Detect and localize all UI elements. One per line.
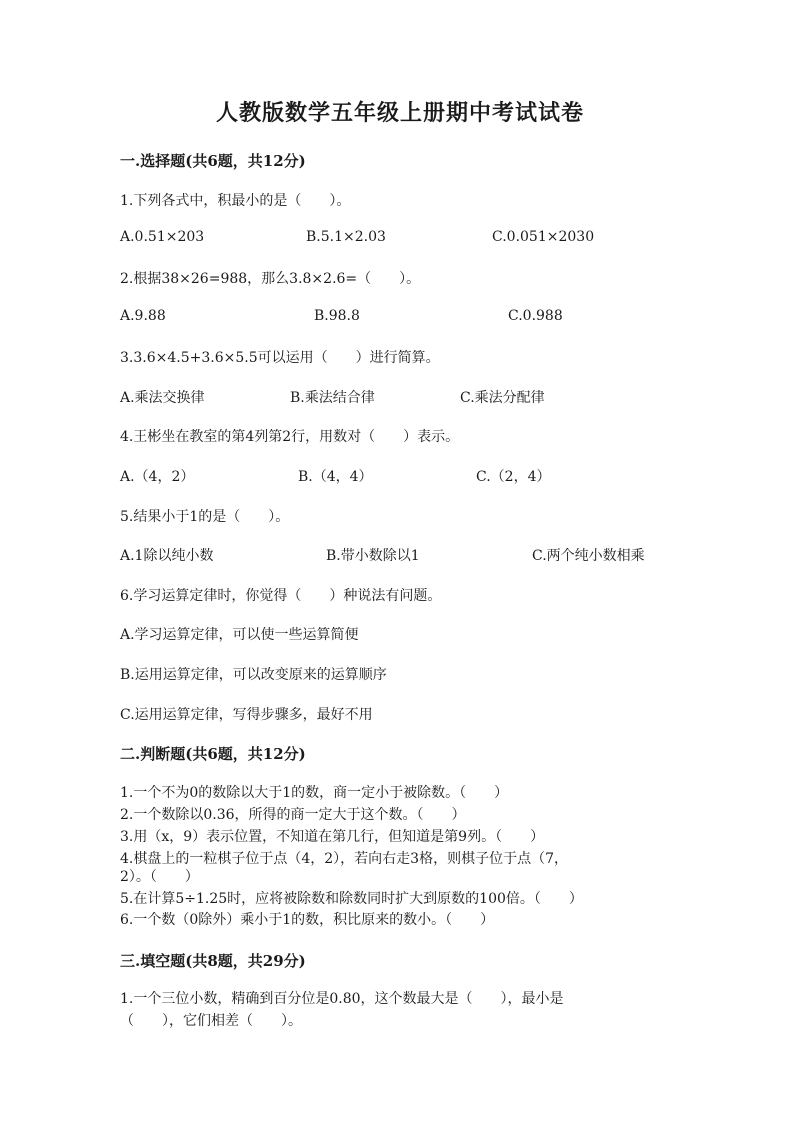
- option-b: B.（4，4）: [298, 469, 373, 485]
- question-stem: 3.3.6×4.5+3.6×5.5可以运用（ ）进行简算。: [120, 350, 440, 366]
- question-stem: 2.根据38×26=988，那么3.8×2.6=（ ）。: [120, 271, 421, 287]
- option-b: B.乘法结合律: [290, 390, 375, 406]
- judgement-item: 6.一个数（0除外）乘小于1的数，积比原来的数小。（ ）: [120, 912, 495, 928]
- judgement-item: 4.棋盘上的一粒棋子位于点（4，2），若向右走3格，则棋子位于点（7，: [120, 851, 568, 867]
- judgement-item: 3.用（x，9）表示位置，不知道在第几行，但知道是第9列。（ ）: [120, 829, 545, 845]
- option-a: A.学习运算定律，可以使一些运算简便: [120, 627, 359, 643]
- section-heading-judgement: 二.判断题(共6题，共12分): [120, 745, 306, 763]
- option-a: A.1除以纯小数: [120, 548, 214, 564]
- option-a: A.9.88: [120, 308, 166, 324]
- option-c: C.乘法分配律: [460, 390, 545, 406]
- page-title: 人教版数学五年级上册期中考试试卷: [215, 100, 584, 126]
- judgement-item-continued: 2）。（ ）: [120, 869, 199, 885]
- question-stem: 5.结果小于1的是（ ）。: [120, 509, 290, 525]
- question-stem: 4.王彬坐在教室的第4列第2行，用数对（ ）表示。: [120, 429, 460, 445]
- judgement-item: 1.一个不为0的数除以大于1的数，商一定小于被除数。（ ）: [120, 785, 509, 801]
- option-a: A.0.51×203: [120, 229, 205, 245]
- question-stem: 1.下列各式中，积最小的是（ ）。: [120, 193, 351, 209]
- option-b: B.带小数除以1: [326, 548, 420, 564]
- judgement-item: 2.一个数除以0.36，所得的商一定大于这个数。（ ）: [120, 807, 466, 823]
- section-heading-fill-blank: 三.填空题(共8题，共29分): [120, 952, 306, 970]
- option-c: C.（2，4）: [476, 469, 551, 485]
- option-c: C.两个纯小数相乘: [532, 548, 645, 564]
- question-stem: 6.学习运算定律时，你觉得（ ）种说法有问题。: [120, 588, 442, 604]
- fill-blank-item-continued: （ ），它们相差（ ）。: [120, 1013, 302, 1029]
- option-c: C.0.051×2030: [492, 229, 595, 245]
- option-c: C.运用运算定律，写得步骤多，最好不用: [120, 707, 373, 723]
- option-b: B.98.8: [314, 308, 360, 324]
- judgement-item: 5.在计算5÷1.25时，应将被除数和除数同时扩大到原数的100倍。（ ）: [120, 891, 583, 907]
- option-b: B.运用运算定律，可以改变原来的运算顺序: [120, 667, 387, 683]
- fill-blank-item: 1.一个三位小数，精确到百分位是0.80，这个数最大是（ ），最小是: [120, 991, 564, 1007]
- option-b: B.5.1×2.03: [306, 229, 386, 245]
- option-a: A.乘法交换律: [120, 390, 205, 406]
- option-a: A.（4，2）: [120, 469, 195, 485]
- section-heading-choice: 一.选择题(共6题，共12分): [120, 152, 306, 170]
- option-c: C.0.988: [508, 308, 563, 324]
